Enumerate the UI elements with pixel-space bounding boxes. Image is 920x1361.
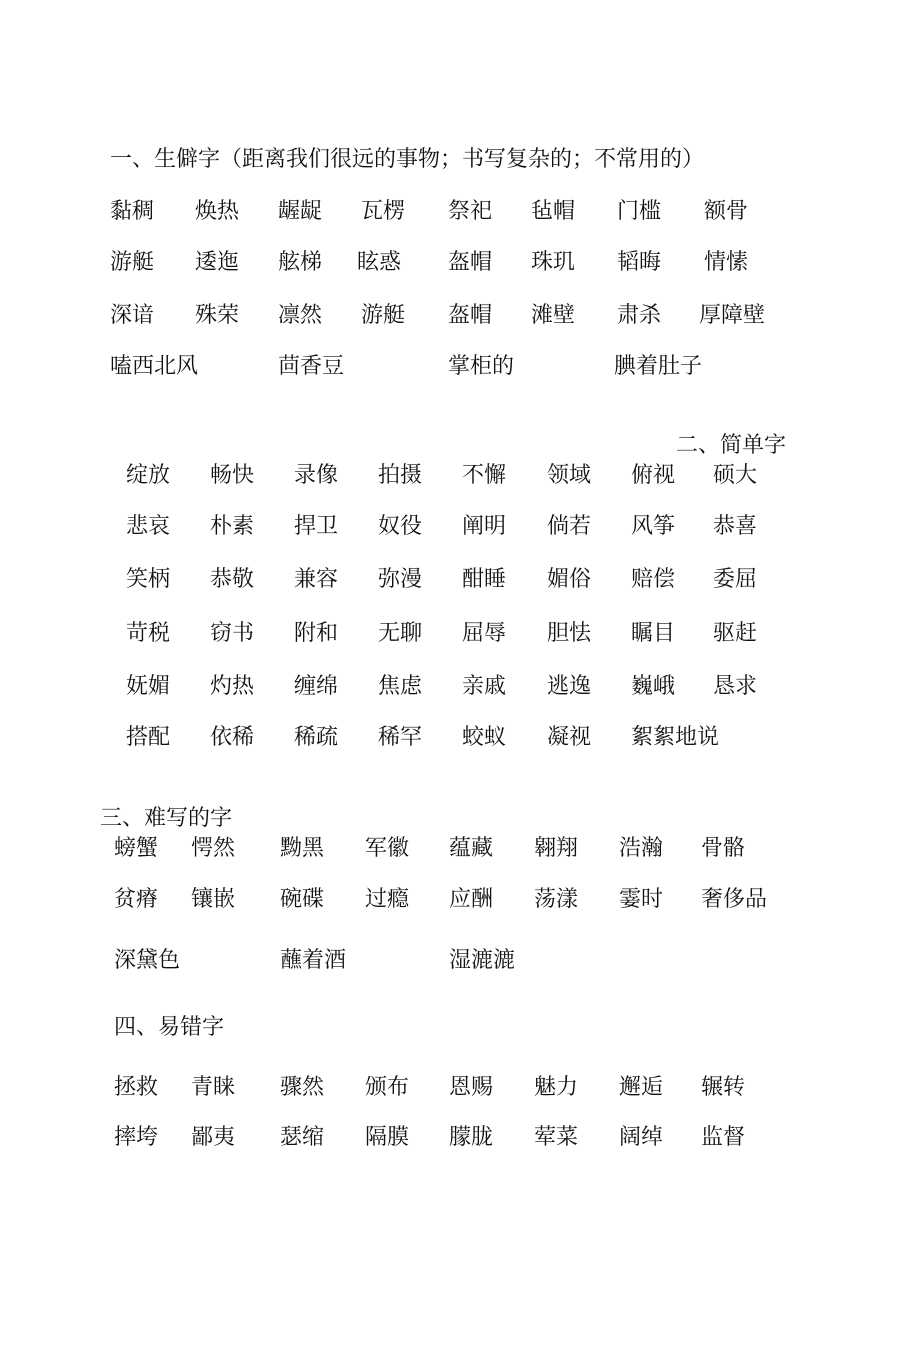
word: 碗碟 — [280, 887, 325, 912]
word: 鄙夷 — [191, 1125, 236, 1150]
word: 蕴藏 — [449, 836, 494, 861]
word: 焦虑 — [378, 674, 423, 699]
word: 盔帽 — [448, 303, 493, 328]
word: 焕热 — [195, 199, 240, 224]
word: 腆着肚子 — [614, 354, 703, 379]
word: 颁布 — [365, 1075, 410, 1100]
word: 畅快 — [210, 463, 255, 488]
word: 硕大 — [713, 463, 758, 488]
word: 浩瀚 — [619, 836, 664, 861]
word: 青睐 — [191, 1075, 236, 1100]
word: 委屈 — [713, 567, 758, 592]
section-heading: 二、简单字 — [676, 433, 787, 458]
word: 附和 — [294, 621, 339, 646]
word: 蛟蚁 — [462, 725, 507, 750]
word: 絮絮地说 — [631, 725, 720, 750]
word: 黝黑 — [280, 836, 325, 861]
word: 摔垮 — [114, 1125, 159, 1150]
word: 韬晦 — [617, 250, 662, 275]
word: 凛然 — [278, 303, 323, 328]
word: 瓦楞 — [361, 199, 406, 224]
word: 妩媚 — [126, 674, 171, 699]
word: 蘸着酒 — [280, 948, 347, 973]
word: 舷梯 — [278, 250, 323, 275]
word: 厚障壁 — [699, 303, 766, 328]
word: 阐明 — [462, 514, 507, 539]
word: 盔帽 — [448, 250, 493, 275]
word: 奢侈品 — [701, 887, 768, 912]
word: 无聊 — [378, 621, 423, 646]
word: 朴素 — [210, 514, 255, 539]
word: 辗转 — [701, 1075, 746, 1100]
word: 荡漾 — [534, 887, 579, 912]
word: 恭敬 — [210, 567, 255, 592]
word: 瑟缩 — [280, 1125, 325, 1150]
word: 龌龊 — [278, 199, 323, 224]
word: 窃书 — [210, 621, 255, 646]
word: 搭配 — [126, 725, 171, 750]
word: 绽放 — [126, 463, 171, 488]
section-heading: 三、难写的字 — [100, 806, 233, 831]
word: 逶迤 — [195, 250, 240, 275]
word: 骤然 — [280, 1075, 325, 1100]
word: 灼热 — [210, 674, 255, 699]
word: 隔膜 — [365, 1125, 410, 1150]
word: 毡帽 — [531, 199, 576, 224]
word: 巍峨 — [631, 674, 676, 699]
word: 肃杀 — [617, 303, 662, 328]
word: 滩壁 — [531, 303, 576, 328]
word: 应酬 — [449, 887, 494, 912]
word: 深黛色 — [114, 948, 181, 973]
word: 倘若 — [547, 514, 592, 539]
word: 奴役 — [378, 514, 423, 539]
word: 稀罕 — [378, 725, 423, 750]
word: 拍摄 — [378, 463, 423, 488]
word: 缠绵 — [294, 674, 339, 699]
word: 捍卫 — [294, 514, 339, 539]
word: 凝视 — [547, 725, 592, 750]
word: 骨骼 — [701, 836, 746, 861]
word: 媚俗 — [547, 567, 592, 592]
word: 酣睡 — [462, 567, 507, 592]
word: 贫瘠 — [114, 887, 159, 912]
word: 录像 — [294, 463, 339, 488]
word: 不懈 — [462, 463, 507, 488]
word: 风筝 — [631, 514, 676, 539]
word: 镶嵌 — [191, 887, 236, 912]
word: 祭祀 — [448, 199, 493, 224]
word: 屈辱 — [462, 621, 507, 646]
word: 茴香豆 — [278, 354, 345, 379]
word: 殊荣 — [195, 303, 240, 328]
word: 荤菜 — [534, 1125, 579, 1150]
word: 弥漫 — [378, 567, 423, 592]
word: 霎时 — [619, 887, 664, 912]
word: 笑柄 — [126, 567, 171, 592]
word: 俯视 — [631, 463, 676, 488]
word: 逃逸 — [547, 674, 592, 699]
section-heading: 一、生僻字（距离我们很远的事物；书写复杂的；不常用的） — [110, 147, 705, 172]
section-heading: 四、易错字 — [114, 1015, 225, 1040]
word: 门槛 — [617, 199, 662, 224]
word: 翱翔 — [534, 836, 579, 861]
word: 额骨 — [704, 199, 749, 224]
word: 过瘾 — [365, 887, 410, 912]
word: 胆怯 — [547, 621, 592, 646]
word: 拯救 — [114, 1075, 159, 1100]
word: 螃蟹 — [114, 836, 159, 861]
word: 湿漉漉 — [449, 948, 516, 973]
word: 亲戚 — [462, 674, 507, 699]
word: 领域 — [547, 463, 592, 488]
word: 邂逅 — [619, 1075, 664, 1100]
word: 嗑西北风 — [110, 354, 199, 379]
word: 朦胧 — [449, 1125, 494, 1150]
word: 悲哀 — [126, 514, 171, 539]
word: 瞩目 — [631, 621, 676, 646]
word: 眩惑 — [357, 250, 402, 275]
word: 恳求 — [713, 674, 758, 699]
word: 深谙 — [110, 303, 155, 328]
word: 游艇 — [361, 303, 406, 328]
word: 愕然 — [191, 836, 236, 861]
word: 赔偿 — [631, 567, 676, 592]
word: 黏稠 — [110, 199, 155, 224]
word: 情愫 — [704, 250, 749, 275]
word: 军徽 — [365, 836, 410, 861]
word: 游艇 — [110, 250, 155, 275]
word: 珠玑 — [531, 250, 576, 275]
word: 监督 — [701, 1125, 746, 1150]
word: 兼容 — [294, 567, 339, 592]
word: 依稀 — [210, 725, 255, 750]
word: 苛税 — [126, 621, 171, 646]
word: 魅力 — [534, 1075, 579, 1100]
word: 驱赶 — [713, 621, 758, 646]
word: 掌柜的 — [448, 354, 515, 379]
word: 恭喜 — [713, 514, 758, 539]
word: 阔绰 — [619, 1125, 664, 1150]
word: 稀疏 — [294, 725, 339, 750]
word: 恩赐 — [449, 1075, 494, 1100]
